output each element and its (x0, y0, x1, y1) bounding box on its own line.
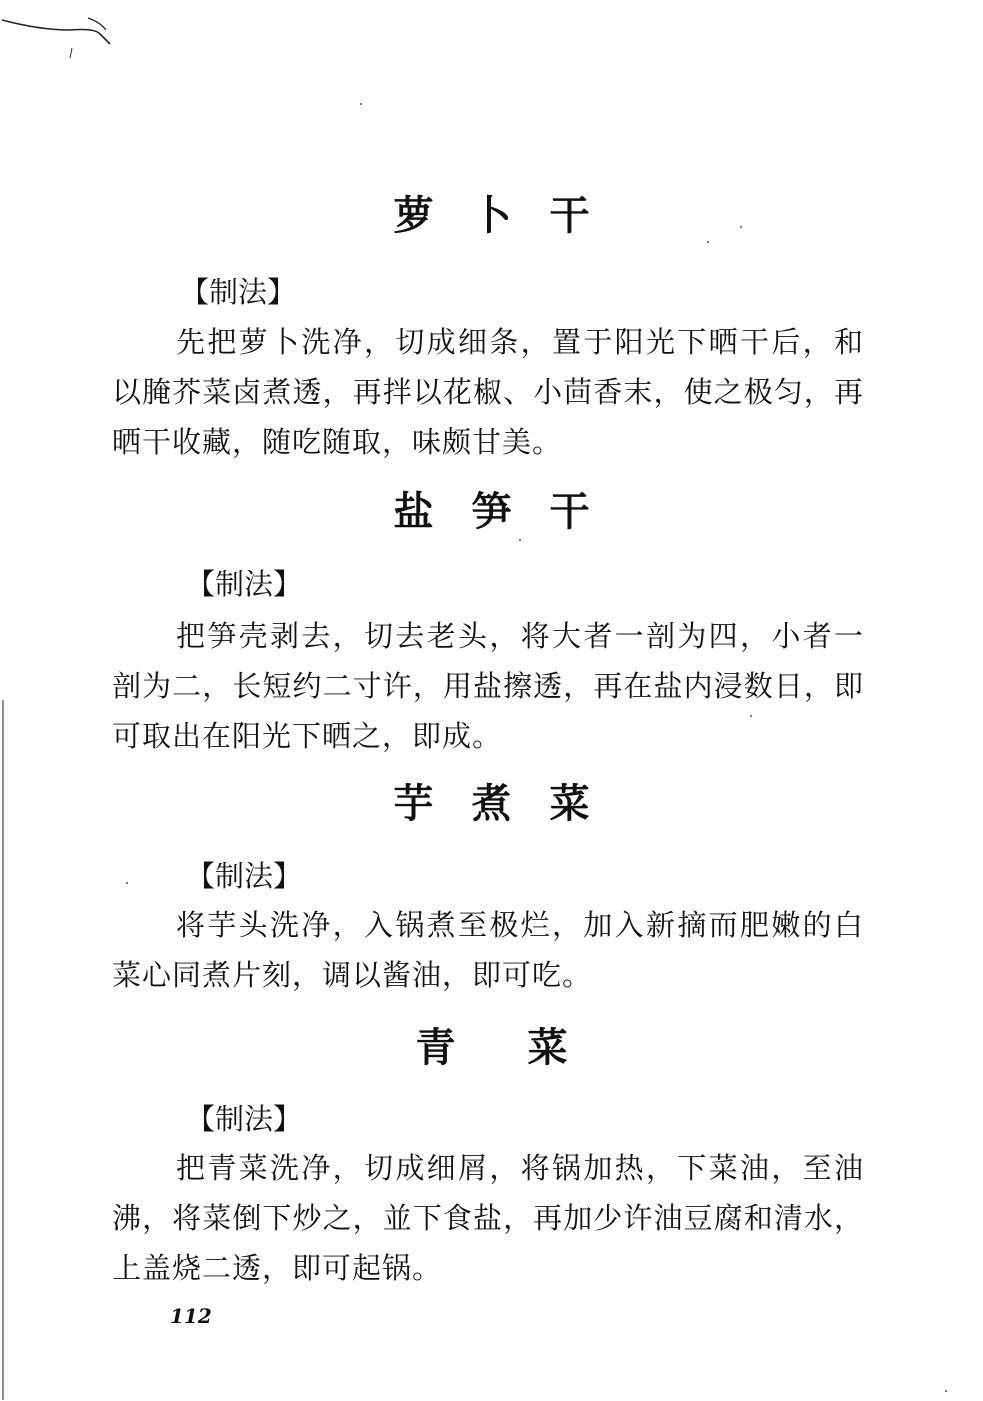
title-char: 干 (549, 193, 590, 239)
recipe-title-4 (0, 1024, 983, 1072)
method-label-2: 【制法】 (186, 567, 303, 601)
recipe-title-2 (0, 488, 983, 536)
recipe-text-3: 将芋头洗净，入锅煮至极烂，加入新摘而肥嫩的白菜心同煮片刻，调以酱油，即可吃。 (112, 908, 864, 992)
scan-speck (707, 241, 709, 243)
title-char: 干 (549, 489, 590, 535)
scan-speck (740, 226, 742, 228)
scan-speck (126, 882, 128, 884)
scan-corner-mark (0, 0, 130, 70)
scan-speck (945, 1390, 947, 1392)
recipe-text-4: 把青菜洗净，切成细屑，将锅加热，下菜油，至油沸，将菜倒下炒之，並下食盐，再加少许油豆腐和清水，上盖烧二透，即可起锅。 (112, 1151, 864, 1285)
recipe-title-3 (0, 780, 983, 828)
title-char: 菜 (527, 1025, 568, 1071)
recipe-title-1 (0, 192, 983, 240)
title-char: 笋 (471, 489, 512, 535)
scan-speck (360, 103, 362, 105)
title-char: 萝 (393, 193, 434, 239)
title-char: 卜 (471, 193, 512, 239)
title-char: 盐 (393, 489, 434, 535)
title-char: 煮 (471, 781, 512, 827)
recipe-text-1: 先把萝卜洗净，切成细条，置于阳光下晒干后，和以腌芥菜卤煮透，再拌以花椒、小茴香末，使之极匀，再晒干收藏，随吃随取，味颇甘美。 (112, 325, 864, 459)
title-char: 芋 (393, 781, 434, 827)
scan-speck (750, 715, 752, 717)
method-label-4: 【制法】 (186, 1102, 303, 1136)
scan-speck (519, 539, 521, 541)
method-label-3: 【制法】 (186, 859, 303, 893)
title-char: 青 (415, 1025, 456, 1071)
recipe-text-2: 把笋壳剥去，切去老头，将大者一剖为四，小者一剖为二，长短约二寸许，用盐擦透，再在盐内浸数日，即可取出在阳光下晒之，即成。 (112, 619, 864, 753)
method-label-1: 【制法】 (180, 275, 297, 309)
title-char: 菜 (549, 781, 590, 827)
page-number: 112 (170, 1304, 212, 1328)
